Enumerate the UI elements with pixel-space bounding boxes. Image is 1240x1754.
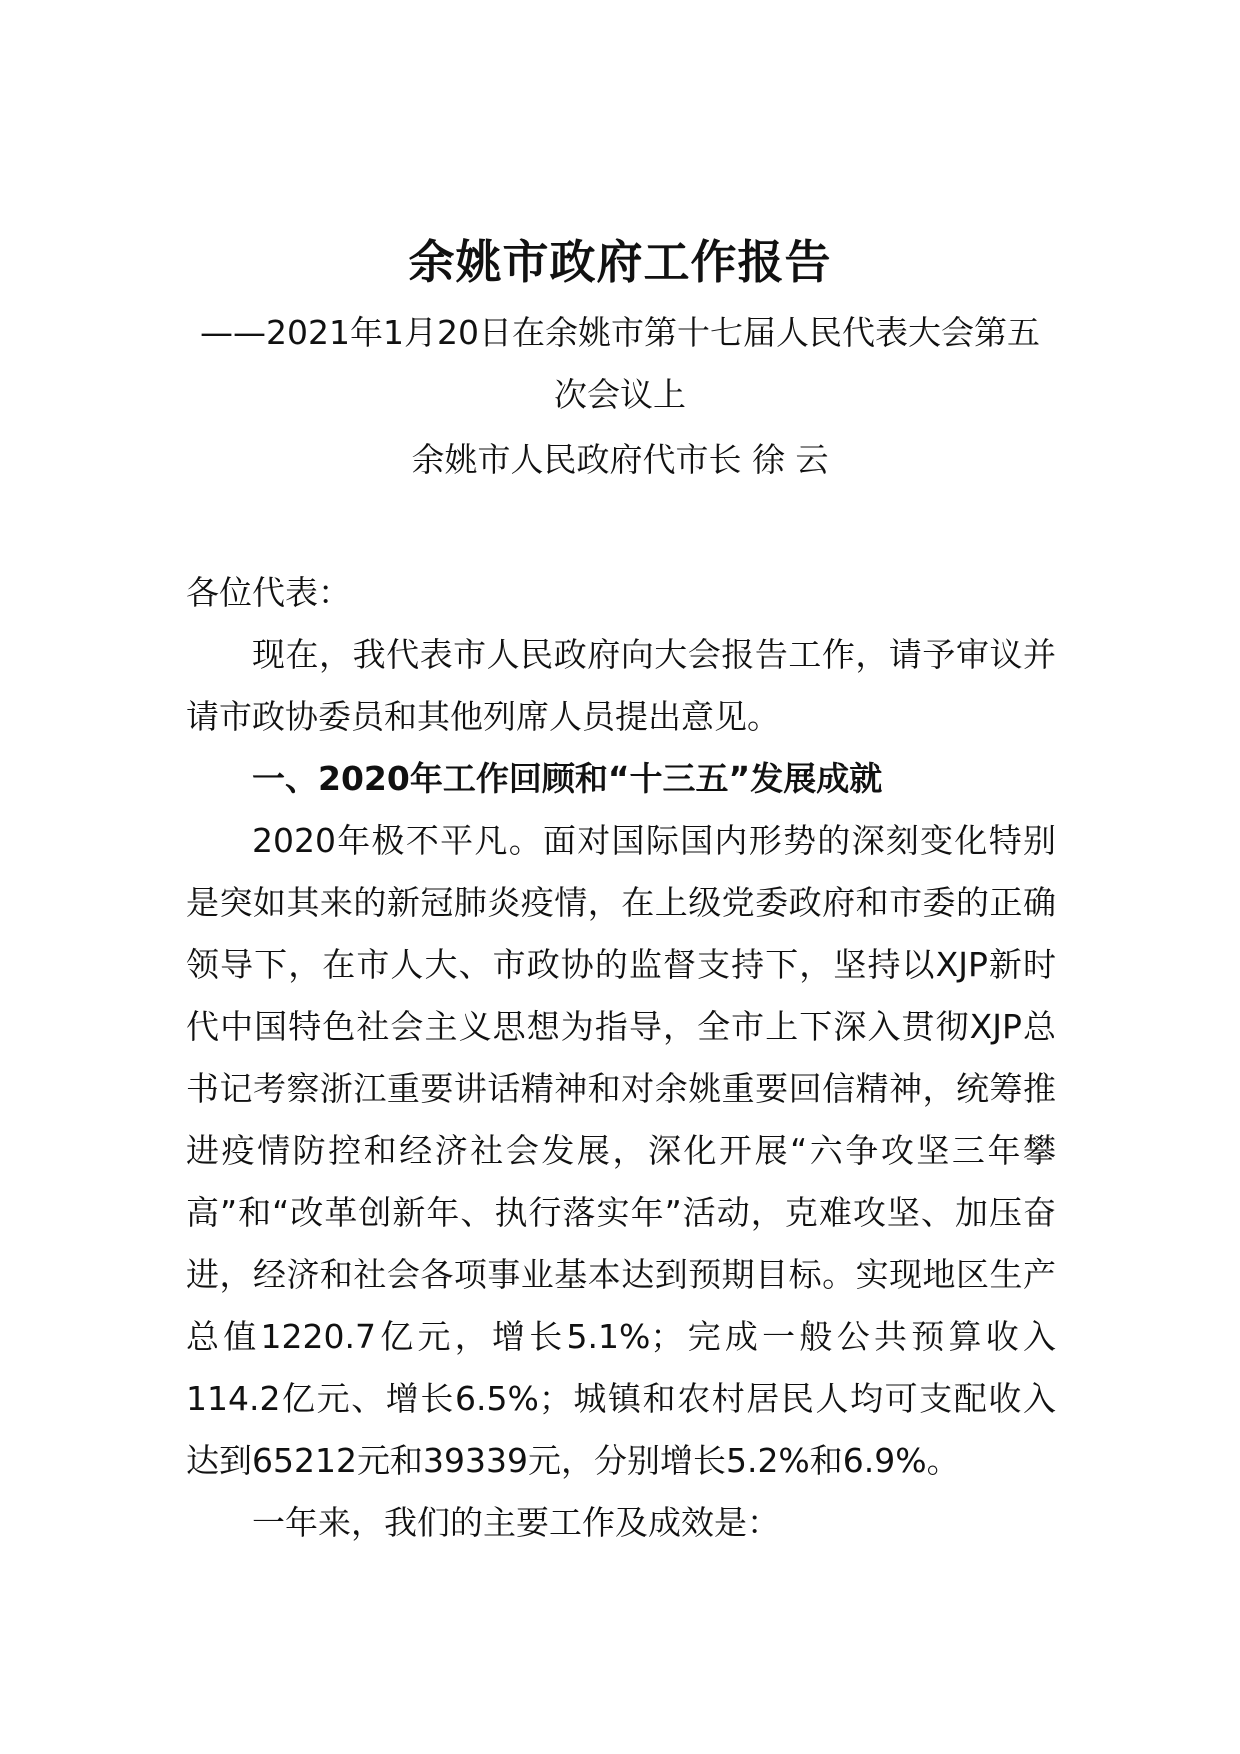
report-subtitle: ——2021年1月20日在余姚市第十七届人民代表大会第五次会议上 xyxy=(200,313,1040,414)
intro-paragraph: 现在，我代表市人民政府向大会报告工作，请予审议并请市政协委员和其他列席人员提出意见。 xyxy=(186,635,1056,736)
review-paragraph: 2020年极不平凡。面对国际国内形势的深刻变化特别是突如其来的新冠肺炎疫情，在上级党委政府和市委的正确领导下，在市人大、市政协的监督支持下，坚持以XJP新时代中国特色社会主义思想为指导，全市上下深入贯彻XJP总书记考察浙江重要讲话精神和对余姚重要回信精神，统筹推进疫情防控和经济社会发展，深化开展“六争攻坚三年攀高”和“改革创新年、执行落实年”活动，克难攻坚、加压奋进，经济和社会各项事业基本达到预期目标。实现地区生产总值1220.7亿元，增长5.1%；完成一般公共预算收入114.2亿元、增长6.5%；城镇和农村居民人均可支配收入达到65212元和39339元，分别增长5.2%和6.9%。 xyxy=(186,821,1056,1480)
report-body xyxy=(186,562,1056,1554)
section-heading: 一、2020年工作回顾和“十三五”发展成就 xyxy=(252,759,883,798)
report-author: 余姚市人民政府代市长 徐 云 xyxy=(411,440,829,479)
achievements-lead-paragraph: 一年来，我们的主要工作及成效是： xyxy=(252,1503,780,1542)
report-title: 余姚市政府工作报告 xyxy=(408,235,832,289)
salutation: 各位代表： xyxy=(186,573,351,612)
